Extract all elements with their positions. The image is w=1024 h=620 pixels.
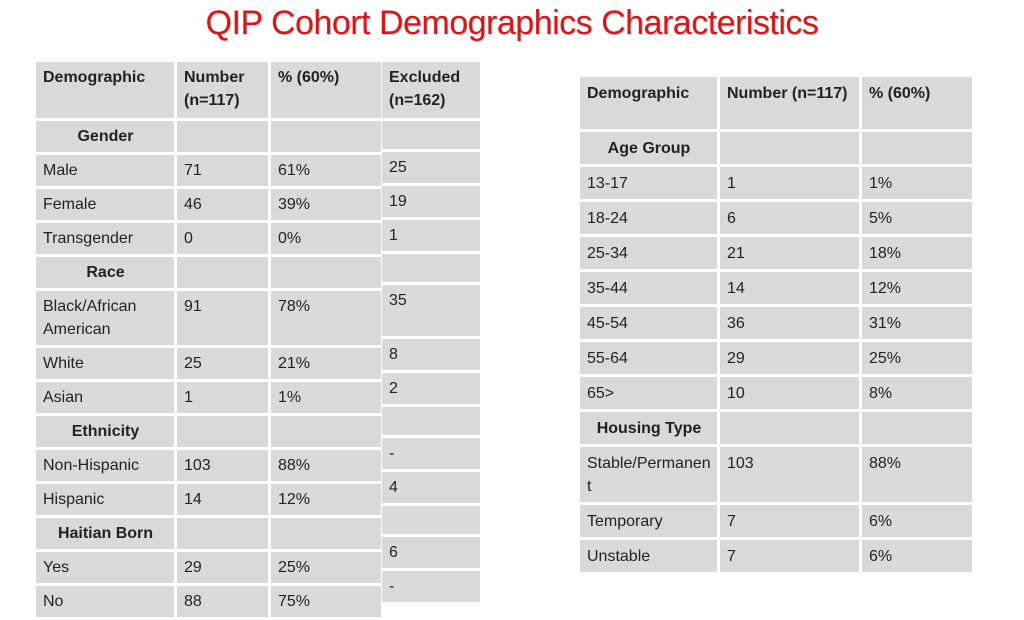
- row-number: 10: [720, 377, 859, 409]
- row-percent: 6%: [862, 505, 972, 537]
- row-percent: 18%: [862, 237, 972, 269]
- table-row: [580, 237, 972, 269]
- row-number: 6: [720, 202, 859, 234]
- row-number: 29: [720, 342, 859, 374]
- section-row: [580, 132, 972, 164]
- row-percent: 25%: [271, 552, 381, 583]
- section-row: [36, 121, 381, 152]
- row-percent: 21%: [271, 348, 381, 379]
- table-header-row: [580, 77, 972, 129]
- section-label: Age Group: [580, 132, 717, 164]
- demographics-table-left: [33, 59, 384, 620]
- table-row: [36, 382, 381, 413]
- demographics-table-right: [577, 74, 975, 575]
- row-percent: 12%: [271, 484, 381, 515]
- row-percent: 88%: [862, 447, 972, 502]
- section-label: Ethnicity: [36, 416, 174, 447]
- table-row: [580, 342, 972, 374]
- row-number: 25: [177, 348, 268, 379]
- excluded-cell: 6: [382, 537, 480, 568]
- table-header-row: [36, 62, 381, 118]
- row-percent: 75%: [271, 586, 381, 617]
- header-excluded: Excluded (n=162): [382, 62, 480, 118]
- row-label: Transgender: [36, 223, 174, 254]
- table-row: [580, 272, 972, 304]
- row-label: Yes: [36, 552, 174, 583]
- row-label: No: [36, 586, 174, 617]
- row-label: Stable/Permanent: [580, 447, 717, 502]
- row-number: 46: [177, 189, 268, 220]
- row-number: 7: [720, 540, 859, 572]
- excluded-cell: [382, 506, 480, 534]
- excluded-cell: [382, 254, 480, 282]
- excluded-cell: [382, 407, 480, 435]
- section-row: [36, 257, 381, 288]
- excluded-cell: 35: [382, 285, 480, 336]
- row-number: 14: [720, 272, 859, 304]
- excluded-cell: 2: [382, 373, 480, 404]
- row-label: 45-54: [580, 307, 717, 339]
- row-label: 65>: [580, 377, 717, 409]
- row-percent: 8%: [862, 377, 972, 409]
- row-label: Unstable: [580, 540, 717, 572]
- row-label: 18-24: [580, 202, 717, 234]
- section-row: [36, 416, 381, 447]
- row-percent: 88%: [271, 450, 381, 481]
- row-number: 103: [720, 447, 859, 502]
- row-percent: 25%: [862, 342, 972, 374]
- row-number: 88: [177, 586, 268, 617]
- row-label: Non-Hispanic: [36, 450, 174, 481]
- table-row: [36, 484, 381, 515]
- excluded-cell: 8: [382, 339, 480, 370]
- row-label: Asian: [36, 382, 174, 413]
- table-row: [36, 586, 381, 617]
- table-row: [580, 505, 972, 537]
- row-number: 0: [177, 223, 268, 254]
- table-row: [580, 202, 972, 234]
- row-label: Black/African American: [36, 291, 174, 345]
- table-row: [36, 348, 381, 379]
- table-row: [580, 540, 972, 572]
- row-number: 91: [177, 291, 268, 345]
- row-label: 35-44: [580, 272, 717, 304]
- table-row: [36, 291, 381, 345]
- section-row: [36, 518, 381, 549]
- row-number: 21: [720, 237, 859, 269]
- table-row: [36, 155, 381, 186]
- row-percent: 6%: [862, 540, 972, 572]
- table-row: [580, 377, 972, 409]
- row-percent: 1%: [271, 382, 381, 413]
- section-label: Haitian Born: [36, 518, 174, 549]
- excluded-cell: -: [382, 438, 480, 469]
- row-percent: 0%: [271, 223, 381, 254]
- row-number: 7: [720, 505, 859, 537]
- header-demographic: Demographic: [580, 77, 717, 129]
- row-percent: 12%: [862, 272, 972, 304]
- row-number: 36: [720, 307, 859, 339]
- section-label: Gender: [36, 121, 174, 152]
- table-row: [580, 447, 972, 502]
- excluded-cell: -: [382, 571, 480, 602]
- table-row: [36, 552, 381, 583]
- row-label: 55-64: [580, 342, 717, 374]
- row-percent: 5%: [862, 202, 972, 234]
- row-percent: 1%: [862, 167, 972, 199]
- row-label: 25-34: [580, 237, 717, 269]
- excluded-cell: 19: [382, 186, 480, 217]
- row-percent: 31%: [862, 307, 972, 339]
- section-label: Housing Type: [580, 412, 717, 444]
- excluded-table: [379, 59, 483, 605]
- header-demographic: Demographic: [36, 62, 174, 118]
- section-label: Race: [36, 257, 174, 288]
- row-percent: 61%: [271, 155, 381, 186]
- row-number: 1: [720, 167, 859, 199]
- row-number: 29: [177, 552, 268, 583]
- excluded-cell: [382, 121, 480, 149]
- row-label: 13-17: [580, 167, 717, 199]
- row-number: 14: [177, 484, 268, 515]
- header-percent: % (60%): [862, 77, 972, 129]
- table-row: [580, 167, 972, 199]
- excluded-cell: 25: [382, 152, 480, 183]
- table-row: [36, 189, 381, 220]
- excluded-cell: 4: [382, 472, 480, 503]
- row-number: 1: [177, 382, 268, 413]
- header-number: Number (n=117): [177, 62, 268, 118]
- row-percent: 39%: [271, 189, 381, 220]
- page-title: QIP Cohort Demographics Characteristics: [205, 4, 819, 42]
- row-number: 71: [177, 155, 268, 186]
- header-percent: % (60%): [271, 62, 381, 118]
- table-row: [580, 307, 972, 339]
- row-label: Female: [36, 189, 174, 220]
- row-label: Male: [36, 155, 174, 186]
- table-row: [36, 450, 381, 481]
- row-number: 103: [177, 450, 268, 481]
- excluded-cell: 1: [382, 220, 480, 251]
- header-number: Number (n=117): [720, 77, 859, 129]
- row-label: Hispanic: [36, 484, 174, 515]
- row-label: Temporary: [580, 505, 717, 537]
- row-percent: 78%: [271, 291, 381, 345]
- table-row: [36, 223, 381, 254]
- row-label: White: [36, 348, 174, 379]
- section-row: [580, 412, 972, 444]
